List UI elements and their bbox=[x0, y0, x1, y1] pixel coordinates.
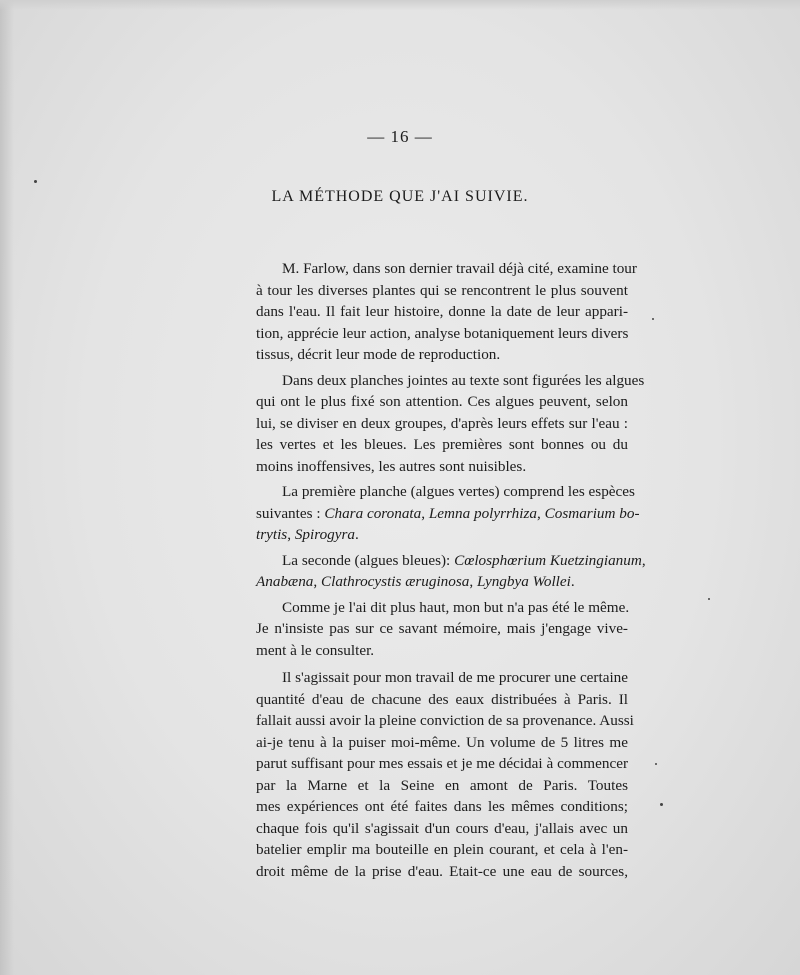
paper-speck bbox=[660, 803, 663, 806]
text-run: , bbox=[537, 504, 545, 522]
page-number: — 16 — bbox=[367, 127, 433, 146]
text-line: moins inoffensives, les autres sont nuisibles. bbox=[256, 457, 527, 475]
text-line bbox=[230, 550, 646, 572]
text-line bbox=[230, 571, 628, 593]
species-name: Lyngbya Wollei bbox=[476, 573, 571, 590]
text-line: les vertes et les bleues. Les premières sont bonnes ou du bbox=[256, 436, 628, 453]
text-run: . bbox=[355, 526, 359, 543]
paper-speck bbox=[655, 763, 657, 765]
text-line: tion, apprécie leur action, analyse botaniquement leurs divers bbox=[256, 324, 629, 342]
text-line bbox=[230, 503, 640, 525]
body-text bbox=[230, 258, 646, 886]
text-run: , bbox=[421, 504, 429, 522]
text-line: dans l'eau. Il fait leur histoire, donne la date de leur appari- bbox=[256, 303, 628, 320]
section-heading: LA MÉTHODE QUE J'AI SUIVIE. bbox=[271, 188, 529, 205]
text-run: , bbox=[287, 526, 295, 543]
text-line: qui ont le plus fixé son attention. Ces algues peuvent, selon bbox=[256, 393, 628, 410]
text-line: Je n'insiste pas sur ce savant mémoire, mais j'engage vive- bbox=[256, 620, 628, 637]
text-line: chaque fois qu'il s'agissait d'un cours d'eau, j'allais avec un bbox=[256, 819, 628, 837]
paragraph-second-plate bbox=[230, 550, 646, 593]
text-line: batelier emplir ma bouteille en plein courant, et cela à l'en- bbox=[256, 841, 628, 858]
text-line: tissus, décrit leur mode de reproduction. bbox=[256, 346, 501, 363]
text-line: Dans deux planches jointes au texte sont figurées les algues bbox=[282, 371, 645, 389]
text-run: , bbox=[641, 551, 646, 569]
page-edge-shadow-top bbox=[0, 0, 800, 10]
paragraph-different-goal bbox=[230, 597, 628, 662]
species-name: Cosmarium bo- bbox=[544, 504, 640, 522]
text-line: M. Farlow, dans son dernier travail déjà cité, examine tour bbox=[282, 260, 637, 277]
text-line: ai-je tenu à la puiser moi-même. Un volume de 5 litres me bbox=[256, 733, 628, 751]
paper-speck bbox=[652, 318, 654, 320]
paper-speck bbox=[708, 598, 710, 600]
text-line: à tour les diverses plantes qui se rencontrent le plus souvent bbox=[256, 281, 628, 299]
species-name: Anabæna bbox=[256, 573, 314, 590]
text-line: parut suffisant pour mes essais et je me décidai à commencer bbox=[256, 755, 628, 772]
text-line: Il s'agissait pour mon travail de me procurer une certaine bbox=[282, 669, 628, 686]
species-name: Cœlosphœrium Kuetzingianum bbox=[454, 551, 642, 569]
species-name: trytis bbox=[256, 526, 288, 543]
text-run: , bbox=[313, 573, 321, 590]
text-line: ment à le consulter. bbox=[256, 641, 375, 659]
paragraph-two-plates bbox=[230, 370, 645, 478]
text-run: suivantes : bbox=[256, 504, 325, 522]
paper-speck bbox=[34, 180, 37, 183]
species-name: Lemna polyrrhiza bbox=[428, 504, 537, 522]
text-line: La première planche (algues vertes) comprend les espèces bbox=[282, 483, 635, 500]
text-run: La seconde (algues bleues): bbox=[282, 551, 455, 569]
text-line: fallait aussi avoir la pleine conviction de sa provenance. Aussi bbox=[256, 712, 634, 729]
text-line: mes expériences ont été faites dans les mêmes conditions; bbox=[256, 798, 628, 815]
text-line: par la Marne et la Seine en amont de Paris. Toutes bbox=[256, 776, 628, 794]
text-line: Comme je l'ai dit plus haut, mon but n'a pas été le même. bbox=[282, 598, 630, 616]
text-line: droit même de la prise d'eau. Etait-ce une eau de sources, bbox=[256, 862, 628, 880]
text-run: , bbox=[469, 573, 477, 590]
text-line: quantité d'eau de chacune des eaux distribuées à Paris. Il bbox=[256, 690, 628, 708]
paragraph-first-plate bbox=[230, 481, 640, 546]
species-name: Spirogyra bbox=[294, 526, 356, 543]
paragraph-water-sampling bbox=[230, 667, 634, 882]
text-line bbox=[230, 524, 628, 546]
species-name: Chara coronata bbox=[324, 504, 422, 522]
species-name: Clathrocystis æruginosa bbox=[320, 573, 470, 590]
paragraph-farlow-intro bbox=[230, 258, 637, 366]
text-line: lui, se diviser en deux groupes, d'après leurs effets sur l'eau : bbox=[256, 414, 628, 432]
text-run: . bbox=[570, 573, 575, 590]
